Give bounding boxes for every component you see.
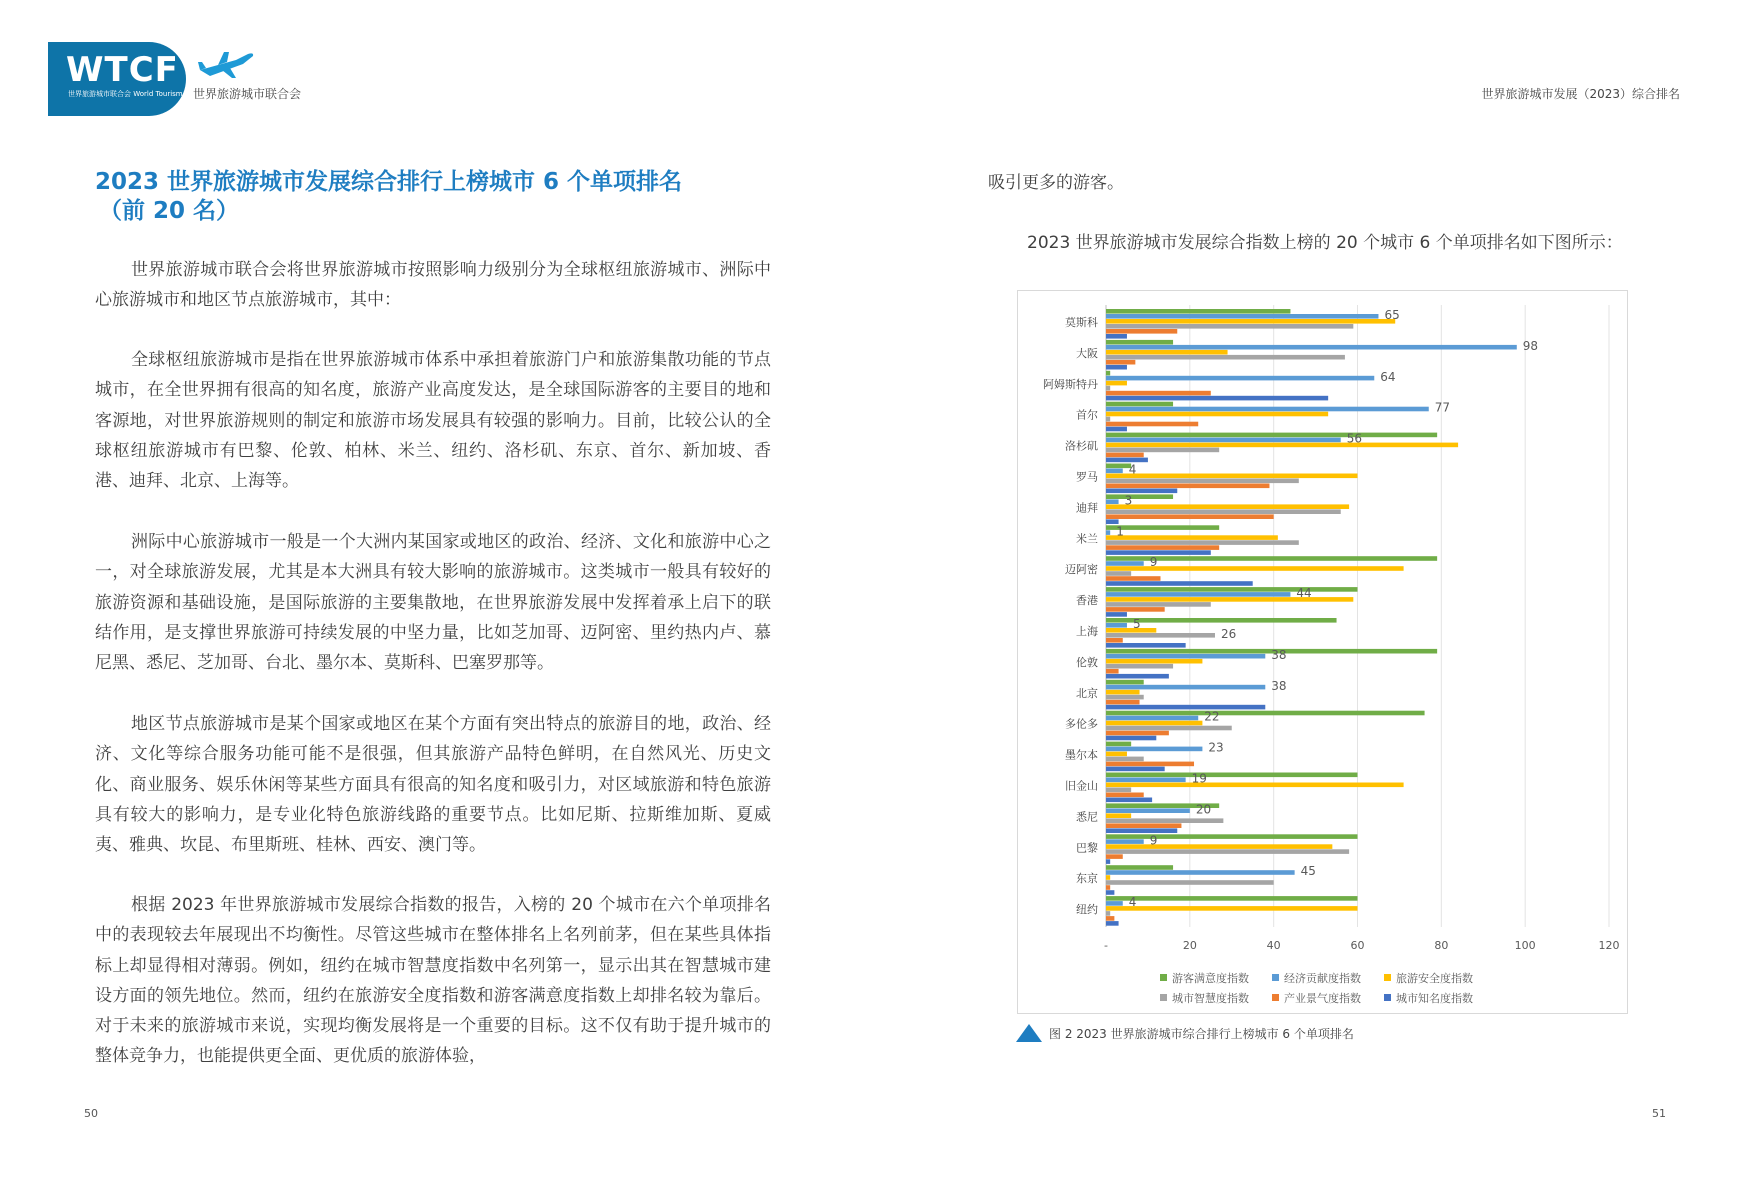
bar <box>1106 499 1119 504</box>
x-tick-label: 120 <box>1598 939 1620 952</box>
bar <box>1106 365 1127 370</box>
logo-subtext: 世界旅游城市联合会 World Tourism Cities Federation <box>68 90 244 98</box>
bar <box>1106 747 1202 752</box>
bar <box>1106 773 1358 778</box>
bar <box>1106 906 1358 911</box>
data-label: 65 <box>1384 308 1400 322</box>
category-label: 莫斯科 <box>1065 316 1098 329</box>
airplane-icon <box>196 48 256 82</box>
bar <box>1106 685 1265 690</box>
bar <box>1106 417 1110 422</box>
bar <box>1106 711 1425 716</box>
x-tick-label: 60 <box>1350 939 1365 952</box>
bar <box>1106 736 1156 741</box>
bar <box>1106 880 1274 885</box>
bar <box>1106 885 1110 890</box>
report-title: 世界旅游城市发展（2023）综合排名 <box>1481 87 1680 101</box>
bar <box>1106 700 1140 705</box>
category-label: 悉尼 <box>1076 810 1098 824</box>
bar <box>1106 458 1148 463</box>
legend-label: 经济贡献度指数 <box>1284 972 1361 985</box>
bar <box>1106 479 1299 484</box>
bar <box>1106 762 1194 767</box>
continued-text: 吸引更多的游客。 <box>988 173 1124 193</box>
bar <box>1106 659 1202 664</box>
data-label: 23 <box>1208 740 1224 755</box>
legend-label: 城市智慧度指数 <box>1172 992 1249 1005</box>
bar <box>1106 433 1437 438</box>
bar <box>1106 818 1223 823</box>
wtcf-logo <box>48 42 244 116</box>
data-label: 4 <box>1128 895 1137 910</box>
bar <box>1106 793 1144 798</box>
bar <box>1106 469 1123 474</box>
bar <box>1106 489 1177 494</box>
bar <box>1106 828 1177 833</box>
chart-container <box>1017 290 1628 1014</box>
paragraph-intercontinental: 洲际中心旅游城市一般是一个大洲内某国家或地区的政治、经济、文化和旅游中心之一，对全球旅游发展，尤其是本大洲具有较大影响的旅游城市。这类城市一般具有较好的旅游资源和基础设施，是国际旅游的主要集散地，在世界旅游发展中发挥着承上启下的联结作用，是支撑世界旅游可持续发展的中坚力量，比如芝加哥、迈阿密、里约热内卢、慕尼黑、悉尼、芝加哥、台北、墨尔本、莫斯科、巴塞罗那等。 <box>95 532 771 674</box>
bar <box>1106 844 1332 849</box>
bar <box>1106 674 1169 679</box>
section-title-line1: 2023 世界旅游城市发展综合排行上榜城市 6 个单项排名 <box>95 169 683 195</box>
bar <box>1106 360 1135 365</box>
bar <box>1106 911 1110 916</box>
bar <box>1106 680 1144 685</box>
bar <box>1106 340 1173 345</box>
bar <box>1106 474 1358 479</box>
bar <box>1106 329 1177 334</box>
bar <box>1106 859 1110 864</box>
category-label: 迈阿密 <box>1065 563 1098 577</box>
bar <box>1106 669 1119 674</box>
bar <box>1106 504 1349 509</box>
bar <box>1106 386 1110 391</box>
bar <box>1106 391 1211 396</box>
bar <box>1106 726 1232 731</box>
bar <box>1106 875 1110 880</box>
bar <box>1106 823 1181 828</box>
x-tick-label: 80 <box>1434 939 1449 952</box>
bar <box>1106 654 1265 659</box>
bar <box>1106 402 1173 407</box>
bar <box>1106 865 1173 870</box>
bar <box>1106 592 1290 597</box>
bar <box>1106 484 1269 489</box>
bar <box>1106 319 1395 324</box>
section-title <box>95 168 795 226</box>
data-label: 22 <box>1204 709 1220 724</box>
category-label: 伦敦 <box>1076 655 1098 669</box>
bar <box>1106 767 1165 772</box>
bar <box>1106 731 1169 736</box>
org-name: 世界旅游城市联合会 <box>193 87 302 101</box>
bar <box>1106 309 1290 314</box>
bar <box>1106 581 1253 586</box>
bar <box>1106 612 1127 617</box>
bar <box>1106 561 1144 566</box>
bar <box>1106 443 1458 448</box>
data-label: 44 <box>1296 586 1312 601</box>
bar <box>1106 381 1127 386</box>
bar <box>1106 519 1119 524</box>
bar <box>1106 690 1140 695</box>
bar <box>1106 350 1228 355</box>
bar <box>1106 371 1110 376</box>
category-label: 阿姆斯特丹 <box>1043 377 1098 391</box>
legend-swatch <box>1384 994 1391 1001</box>
bar <box>1106 798 1152 803</box>
bar <box>1106 870 1295 875</box>
bar <box>1106 643 1186 648</box>
bar <box>1106 412 1328 417</box>
bar <box>1106 530 1110 535</box>
bar <box>1106 623 1127 628</box>
bar <box>1106 334 1127 339</box>
paragraph-global-hub: 全球枢纽旅游城市是指在世界旅游城市体系中承担着旅游门户和旅游集散功能的节点城市，在全世界拥有很高的知名度，旅游产业高度发达，是全球国际游客的主要目的地和客源地，对世界旅游规则的制定和旅游市场发展具有较强的影响力。目前，比较公认的全球枢纽旅游城市有巴黎、伦敦、柏林、米兰、纽约、洛杉矶、东京、首尔、新加坡、香港、迪拜、北京、上海等。 <box>95 350 771 492</box>
data-label: 5 <box>1132 617 1141 631</box>
data-label: 64 <box>1380 369 1396 384</box>
bar <box>1106 576 1160 581</box>
bar <box>1106 849 1349 854</box>
bar <box>1106 896 1358 901</box>
bar <box>1106 757 1144 762</box>
legend-label: 游客满意度指数 <box>1172 972 1249 985</box>
legend-swatch <box>1272 974 1279 981</box>
bar <box>1106 695 1144 700</box>
bar <box>1106 783 1404 788</box>
bar <box>1106 716 1198 721</box>
data-label: 9 <box>1149 833 1158 848</box>
bar <box>1106 376 1374 381</box>
category-label: 米兰 <box>1076 532 1098 546</box>
data-label: 38 <box>1271 678 1287 693</box>
legend-swatch <box>1272 994 1279 1001</box>
bar <box>1106 839 1144 844</box>
x-tick-label: 100 <box>1514 939 1536 952</box>
category-label: 迪拜 <box>1076 501 1098 515</box>
chart-intro: 2023 世界旅游城市发展综合指数上榜的 20 个城市 6 个单项排名如下图所示： <box>1027 233 1623 253</box>
category-label: 旧金山 <box>1065 779 1098 793</box>
data-label: 9 <box>1149 555 1158 570</box>
data-label: 45 <box>1300 864 1316 879</box>
section-title-line2: （前 20 名） <box>99 198 240 224</box>
bar <box>1106 901 1123 906</box>
bar <box>1106 355 1345 360</box>
data-label: 38 <box>1271 647 1287 662</box>
bar <box>1106 633 1215 638</box>
caption-triangle-icon <box>1016 1024 1042 1042</box>
bar <box>1106 571 1131 576</box>
bar <box>1106 550 1211 555</box>
category-label: 洛杉矶 <box>1065 439 1098 453</box>
bar <box>1106 607 1165 612</box>
category-label: 北京 <box>1076 686 1098 700</box>
page-number-left: 50 <box>84 1107 98 1120</box>
data-label: 98 <box>1522 338 1539 353</box>
bar <box>1106 438 1341 443</box>
legend-swatch <box>1384 974 1391 981</box>
bar <box>1106 628 1156 633</box>
bar <box>1106 514 1274 519</box>
bar <box>1106 834 1358 839</box>
bar <box>1106 788 1131 793</box>
category-label: 多伦多 <box>1065 717 1098 731</box>
bar <box>1106 813 1131 818</box>
bar <box>1106 602 1211 607</box>
bar <box>1106 545 1219 550</box>
bar <box>1106 664 1173 669</box>
data-label: 56 <box>1346 431 1363 446</box>
data-label: 26 <box>1220 627 1237 641</box>
bar <box>1106 921 1119 926</box>
bar <box>1106 808 1190 813</box>
legend-label: 城市知名度指数 <box>1396 992 1473 1005</box>
category-label: 东京 <box>1076 872 1098 886</box>
bar <box>1106 396 1328 401</box>
category-label: 大阪 <box>1076 346 1098 360</box>
x-tick-label: 40 <box>1266 939 1281 952</box>
data-label: 19 <box>1191 771 1207 786</box>
legend-swatch <box>1160 974 1167 981</box>
bar <box>1106 453 1144 458</box>
category-label: 巴黎 <box>1076 841 1098 855</box>
category-label: 罗马 <box>1076 470 1098 484</box>
bar <box>1106 752 1127 757</box>
bar <box>1106 345 1517 350</box>
data-label: 77 <box>1434 400 1451 415</box>
figure-caption: 图 2 2023 世界旅游城市综合排行上榜城市 6 个单项排名 <box>1049 1027 1354 1041</box>
bar <box>1106 587 1358 592</box>
logo-text: WTCF <box>66 50 179 90</box>
bar <box>1106 721 1202 726</box>
bar <box>1106 422 1198 427</box>
data-label: 4 <box>1128 462 1137 477</box>
category-label: 首尔 <box>1076 408 1098 422</box>
bar <box>1106 854 1123 859</box>
paragraph-2023-report: 根据 2023 年世界旅游城市发展综合指数的报告，入榜的 20 个城市在六个单项排名中的表现较去年展现出不均衡性。尽管这些城市在整体排名上名列前茅，但在某些具体指标上却显得相对薄弱。例如，纽约在城市智慧度指数中名列第一，显示出其在智慧城市建设方面的领先地位。然而，纽约在旅游安全度指数和游客满意度指数上却排名较为靠后。对于未来的旅游城市来说，实现均衡发展将是一个重要的目标。这不仅有助于提升城市的整体竞争力，也能提供更全面、更优质的旅游体验， <box>95 895 771 1067</box>
bar <box>1106 464 1131 469</box>
ranking-bar-chart <box>1018 291 1627 1013</box>
category-label: 墨尔本 <box>1065 748 1098 762</box>
bar <box>1106 427 1127 432</box>
bar <box>1106 890 1114 895</box>
bar <box>1106 324 1353 329</box>
category-label: 上海 <box>1076 625 1098 638</box>
legend-swatch <box>1160 994 1167 1001</box>
bar <box>1106 535 1278 540</box>
bar <box>1106 540 1299 545</box>
data-label: 1 <box>1116 524 1124 539</box>
bar <box>1106 638 1123 643</box>
bar <box>1106 778 1186 783</box>
bar <box>1106 314 1378 319</box>
bar <box>1106 705 1265 710</box>
page-number-right: 51 <box>1652 1107 1666 1120</box>
data-label: 3 <box>1124 493 1133 508</box>
bar <box>1106 407 1429 412</box>
paragraph-intro: 世界旅游城市联合会将世界旅游城市按照影响力级别分为全球枢纽旅游城市、洲际中心旅游城市和地区节点旅游城市，其中： <box>95 260 771 311</box>
legend-label: 产业景气度指数 <box>1284 992 1361 1005</box>
bar <box>1106 916 1114 921</box>
paragraph-regional: 地区节点旅游城市是某个国家或地区在某个方面有突出特点的旅游目的地，政治、经济、文化等综合服务功能可能不是很强，但其旅游产品特色鲜明，在自然风光、历史文化、商业服务、娱乐休闲等某些方面具有很高的知名度和吸引力，对区域旅游和特色旅游具有较大的影响力，是专业化特色旅游线路的重要节点。比如尼斯、拉斯维加斯、夏威夷、雅典、坎昆、布里斯班、桂林、西安、澳门等。 <box>95 714 771 856</box>
bar <box>1106 494 1173 499</box>
data-label: 20 <box>1195 802 1212 817</box>
category-label: 纽约 <box>1076 903 1098 917</box>
bar <box>1106 448 1219 453</box>
category-label: 香港 <box>1076 594 1098 608</box>
x-tick-label: - <box>1104 939 1108 952</box>
x-tick-label: 20 <box>1182 939 1197 952</box>
bar <box>1106 509 1341 514</box>
bar <box>1106 597 1353 602</box>
bar <box>1106 742 1131 747</box>
legend-label: 旅游安全度指数 <box>1396 972 1473 985</box>
